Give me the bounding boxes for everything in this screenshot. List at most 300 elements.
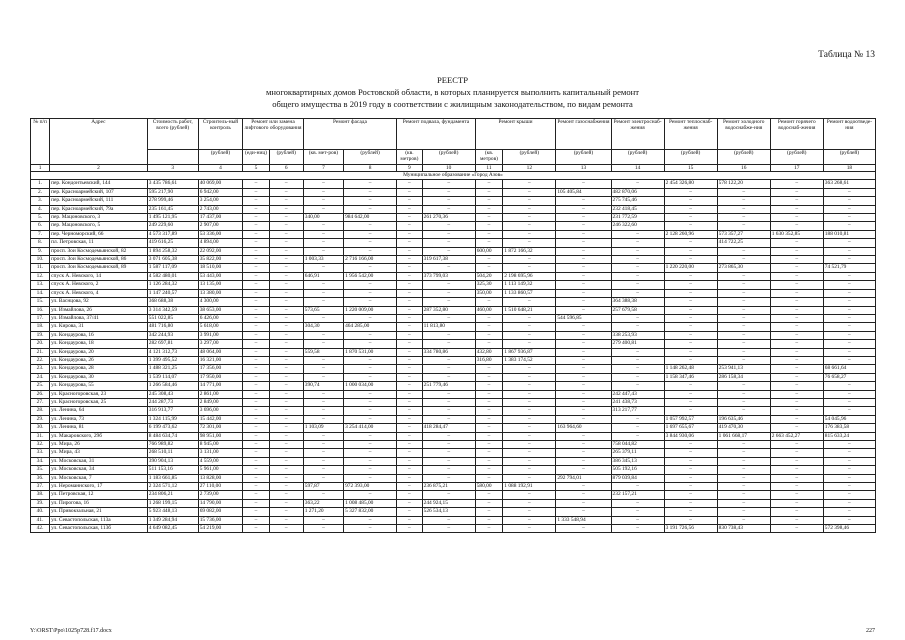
row-value: 325,30 bbox=[475, 281, 503, 289]
row-value: – bbox=[269, 466, 303, 474]
row-value: 313 217,77 bbox=[611, 407, 664, 415]
row-value: 460,00 bbox=[475, 306, 503, 314]
row-value: – bbox=[664, 323, 717, 331]
row-value: – bbox=[269, 407, 303, 415]
column-number: 11 bbox=[475, 165, 503, 172]
row-value: – bbox=[475, 365, 503, 373]
row-value: 244 287,73 bbox=[147, 398, 198, 406]
row-value: 278 999,46 bbox=[147, 197, 198, 205]
row-value: – bbox=[556, 415, 611, 423]
row-value: 1 113 149,32 bbox=[503, 281, 556, 289]
row-value: 265 379,11 bbox=[611, 449, 664, 457]
row-value: – bbox=[303, 247, 343, 255]
row-value: – bbox=[556, 390, 611, 398]
row-address: ул. Петровская, 12 bbox=[50, 491, 148, 499]
row-value: – bbox=[556, 239, 611, 247]
row-value: 282 697,81 bbox=[147, 340, 198, 348]
row-value: – bbox=[556, 373, 611, 381]
row-value: 418 284,47 bbox=[422, 424, 475, 432]
row-value: – bbox=[556, 525, 611, 533]
row-value: – bbox=[611, 272, 664, 280]
row-value: – bbox=[243, 449, 270, 457]
column-number: 5 bbox=[243, 165, 270, 172]
row-value: – bbox=[397, 474, 422, 482]
row-value: 3 314 342,59 bbox=[147, 306, 198, 314]
row-value: – bbox=[397, 306, 422, 314]
row-address: ул. Мира, 43 bbox=[50, 449, 148, 457]
row-value: – bbox=[556, 441, 611, 449]
row-address: пер. Красноармейский, 107 bbox=[50, 188, 148, 196]
row-value: 1 103,09 bbox=[303, 424, 343, 432]
row-value: 595 217,90 bbox=[147, 188, 198, 196]
unit-cell: (рублей) bbox=[503, 150, 556, 165]
row-value: – bbox=[422, 180, 475, 188]
row-value: – bbox=[503, 197, 556, 205]
row-value: 3 254 414,00 bbox=[344, 424, 397, 432]
row-value: – bbox=[475, 449, 503, 457]
row-address: ул. Кондаурова, 30 bbox=[50, 373, 148, 381]
row-value: – bbox=[503, 314, 556, 322]
row-value: – bbox=[475, 398, 503, 406]
table-row bbox=[31, 424, 876, 432]
row-value: – bbox=[397, 256, 422, 264]
row-number: 34. bbox=[31, 457, 50, 465]
row-value: – bbox=[243, 298, 270, 306]
table-row bbox=[31, 398, 876, 406]
table-row bbox=[31, 256, 876, 264]
row-value: 511 153,16 bbox=[147, 466, 198, 474]
row-value: 1 333 548,94 bbox=[556, 516, 611, 524]
row-value: – bbox=[344, 457, 397, 465]
row-value: – bbox=[303, 491, 343, 499]
table-row bbox=[31, 281, 876, 289]
row-value: 1 220 009,00 bbox=[344, 306, 397, 314]
row-number: 17. bbox=[31, 314, 50, 322]
row-value: – bbox=[344, 239, 397, 247]
row-address: ул. Нероманнского, 17 bbox=[50, 483, 148, 491]
row-value: – bbox=[269, 281, 303, 289]
row-value: – bbox=[503, 516, 556, 524]
row-value: – bbox=[397, 281, 422, 289]
row-address: просп. Зои Космодемьянской, 82 bbox=[50, 247, 148, 255]
table-row bbox=[31, 390, 876, 398]
row-value: – bbox=[503, 457, 556, 465]
row-value: – bbox=[556, 256, 611, 264]
row-value: – bbox=[397, 356, 422, 364]
row-value: – bbox=[823, 491, 875, 499]
table-row bbox=[31, 323, 876, 331]
row-value: – bbox=[611, 323, 664, 331]
row-value: – bbox=[823, 516, 875, 524]
row-value: – bbox=[344, 180, 397, 188]
row-value: – bbox=[475, 197, 503, 205]
row-value: – bbox=[269, 424, 303, 432]
section-title: Муниципальное образование «Город Азов» bbox=[31, 172, 876, 180]
row-value: – bbox=[243, 348, 270, 356]
row-value: – bbox=[556, 331, 611, 339]
row-value: – bbox=[303, 230, 343, 238]
row-value: 5 327 832,00 bbox=[344, 508, 397, 516]
row-value: – bbox=[397, 197, 422, 205]
row-value: – bbox=[503, 441, 556, 449]
row-value: – bbox=[611, 365, 664, 373]
row-value: – bbox=[422, 247, 475, 255]
row-value: – bbox=[770, 441, 823, 449]
row-value: – bbox=[422, 188, 475, 196]
table-row bbox=[31, 407, 876, 415]
row-value: – bbox=[611, 516, 664, 524]
row-value: – bbox=[475, 323, 503, 331]
row-value: 15 736,00 bbox=[198, 516, 243, 524]
row-value: – bbox=[717, 323, 770, 331]
row-value: – bbox=[344, 289, 397, 297]
row-value: – bbox=[344, 340, 397, 348]
row-address: ул. Ленина, 64 bbox=[50, 407, 148, 415]
row-value: – bbox=[664, 214, 717, 222]
row-value: – bbox=[344, 230, 397, 238]
row-value: 8 484 634,74 bbox=[147, 432, 198, 440]
row-value: – bbox=[344, 314, 397, 322]
row-value: – bbox=[269, 348, 303, 356]
row-value: – bbox=[556, 432, 611, 440]
row-value: 1 894 258,32 bbox=[147, 247, 198, 255]
row-value: – bbox=[269, 264, 303, 272]
row-value: – bbox=[243, 180, 270, 188]
unit-cell: (рублей) bbox=[611, 150, 664, 165]
row-number: 35. bbox=[31, 466, 50, 474]
row-value: – bbox=[397, 247, 422, 255]
row-value: – bbox=[770, 525, 823, 533]
row-value: – bbox=[717, 348, 770, 356]
row-value: – bbox=[823, 197, 875, 205]
header-construction-control: Строитель-ный контроль bbox=[198, 119, 243, 150]
row-value: – bbox=[556, 197, 611, 205]
row-value: 1 271,20 bbox=[303, 508, 343, 516]
column-number: 8 bbox=[344, 165, 397, 172]
row-value: – bbox=[243, 474, 270, 482]
row-value: – bbox=[475, 214, 503, 222]
row-value: – bbox=[269, 398, 303, 406]
row-value: 17 356,00 bbox=[198, 365, 243, 373]
row-address: ул. Васнцова, 92 bbox=[50, 298, 148, 306]
row-value: – bbox=[556, 298, 611, 306]
column-number: 10 bbox=[422, 165, 475, 172]
table-row bbox=[31, 449, 876, 457]
row-value: – bbox=[503, 230, 556, 238]
row-value: – bbox=[422, 222, 475, 230]
row-value: – bbox=[269, 491, 303, 499]
row-value: – bbox=[823, 298, 875, 306]
row-value: – bbox=[503, 390, 556, 398]
column-number: 16 bbox=[717, 165, 770, 172]
row-value: – bbox=[770, 457, 823, 465]
row-value: – bbox=[770, 205, 823, 213]
row-value: 40 069,00 bbox=[198, 180, 243, 188]
row-value: 319 617,38 bbox=[422, 256, 475, 264]
row-value: 5 923 448,13 bbox=[147, 508, 198, 516]
row-value: – bbox=[303, 398, 343, 406]
row-value: 98 951,00 bbox=[198, 432, 243, 440]
column-number: 18 bbox=[823, 165, 875, 172]
row-value: – bbox=[717, 314, 770, 322]
row-address: ул. Кондаурова, 18 bbox=[50, 340, 148, 348]
row-value: – bbox=[823, 205, 875, 213]
row-value: – bbox=[422, 264, 475, 272]
table-row bbox=[31, 222, 876, 230]
row-address: просп. Зои Космодемьянской, 86 bbox=[50, 256, 148, 264]
row-value: 4 559,00 bbox=[198, 457, 243, 465]
row-value: – bbox=[556, 356, 611, 364]
row-value: 766 989,82 bbox=[147, 441, 198, 449]
row-value: – bbox=[269, 214, 303, 222]
row-value: 246 322,60 bbox=[611, 222, 664, 230]
row-value: – bbox=[823, 247, 875, 255]
row-value: 27 110,00 bbox=[198, 483, 243, 491]
row-value: 3 071 605,38 bbox=[147, 256, 198, 264]
column-number: 1 bbox=[31, 165, 50, 172]
header-roof: Ремонт крыши bbox=[475, 119, 556, 150]
row-value: – bbox=[503, 205, 556, 213]
row-number: 40. bbox=[31, 508, 50, 516]
row-value: – bbox=[397, 314, 422, 322]
row-value: – bbox=[823, 390, 875, 398]
row-address: ул. Ленина, 81 bbox=[50, 424, 148, 432]
row-value: – bbox=[664, 239, 717, 247]
row-value: – bbox=[397, 407, 422, 415]
row-number: 18. bbox=[31, 323, 50, 331]
row-value: – bbox=[397, 398, 422, 406]
row-value: 390 904,13 bbox=[147, 457, 198, 465]
row-value: – bbox=[770, 180, 823, 188]
row-value: – bbox=[243, 424, 270, 432]
row-value: 17 950,00 bbox=[198, 373, 243, 381]
unit-cell: (кв. метров) bbox=[397, 150, 422, 165]
header-electric: Ремонт электроснаб-жения bbox=[611, 119, 664, 150]
row-value: – bbox=[475, 508, 503, 516]
row-value: – bbox=[611, 382, 664, 390]
row-value: – bbox=[303, 432, 343, 440]
row-value: 188 010,81 bbox=[823, 230, 875, 238]
row-value: – bbox=[303, 449, 343, 457]
row-value: – bbox=[556, 230, 611, 238]
row-value: 1 220 220,00 bbox=[664, 264, 717, 272]
row-value: – bbox=[823, 281, 875, 289]
row-value: 1 268 199,15 bbox=[147, 499, 198, 507]
row-value: – bbox=[303, 365, 343, 373]
row-value: – bbox=[243, 188, 270, 196]
row-value: 6 426,00 bbox=[198, 314, 243, 322]
row-number: 27. bbox=[31, 398, 50, 406]
row-value: – bbox=[664, 516, 717, 524]
row-number: 1. bbox=[31, 180, 50, 188]
row-value: – bbox=[303, 197, 343, 205]
row-value: – bbox=[269, 365, 303, 373]
row-value: – bbox=[717, 466, 770, 474]
row-value: – bbox=[611, 256, 664, 264]
row-value: 1 266 584,46 bbox=[147, 382, 198, 390]
row-value: 350,00 bbox=[475, 289, 503, 297]
row-value: – bbox=[397, 264, 422, 272]
row-value: – bbox=[717, 398, 770, 406]
row-value: – bbox=[344, 356, 397, 364]
row-value: 14 771,00 bbox=[198, 382, 243, 390]
row-value: – bbox=[503, 508, 556, 516]
row-value: – bbox=[503, 323, 556, 331]
column-number: 12 bbox=[503, 165, 556, 172]
row-value: – bbox=[503, 466, 556, 474]
row-value: – bbox=[397, 340, 422, 348]
row-value: 253 941,13 bbox=[717, 365, 770, 373]
header-elevator: Ремонт или замена лифтового оборудования bbox=[243, 119, 303, 150]
row-value: 235 161,45 bbox=[147, 205, 198, 213]
row-value: – bbox=[503, 491, 556, 499]
row-value: 1 697 655,67 bbox=[664, 424, 717, 432]
row-value: – bbox=[611, 508, 664, 516]
table-row bbox=[31, 516, 876, 524]
column-number: 6 bbox=[269, 165, 303, 172]
row-value: – bbox=[269, 247, 303, 255]
row-value: – bbox=[397, 331, 422, 339]
row-value: – bbox=[269, 457, 303, 465]
row-value: – bbox=[269, 382, 303, 390]
row-value: 1 000 034,00 bbox=[344, 382, 397, 390]
row-address: ул. Мира, 26 bbox=[50, 441, 148, 449]
row-value: 232 157,21 bbox=[611, 491, 664, 499]
row-number: 19. bbox=[31, 331, 50, 339]
row-value: – bbox=[717, 441, 770, 449]
row-value: – bbox=[556, 247, 611, 255]
table-row bbox=[31, 432, 876, 440]
row-value: – bbox=[770, 331, 823, 339]
table-row bbox=[31, 264, 876, 272]
row-value: – bbox=[770, 188, 823, 196]
row-value: 1 088 192,91 bbox=[503, 483, 556, 491]
row-value: – bbox=[303, 188, 343, 196]
table-row bbox=[31, 483, 876, 491]
row-value: – bbox=[664, 390, 717, 398]
row-value: – bbox=[664, 331, 717, 339]
row-value: – bbox=[611, 483, 664, 491]
row-value: – bbox=[503, 525, 556, 533]
row-value: – bbox=[397, 323, 422, 331]
row-value: 340,00 bbox=[303, 214, 343, 222]
row-value: – bbox=[397, 298, 422, 306]
row-value: – bbox=[475, 516, 503, 524]
row-value: – bbox=[770, 298, 823, 306]
row-value: 984 642,00 bbox=[344, 214, 397, 222]
row-value: 286 158,34 bbox=[717, 373, 770, 381]
row-number: 23. bbox=[31, 365, 50, 373]
row-value: – bbox=[269, 180, 303, 188]
row-value: – bbox=[475, 298, 503, 306]
row-value: – bbox=[717, 340, 770, 348]
row-value: 2 128 260,96 bbox=[664, 230, 717, 238]
row-value: – bbox=[243, 508, 270, 516]
row-address: ул. Красногоровская, 23 bbox=[50, 390, 148, 398]
row-value: – bbox=[243, 340, 270, 348]
row-value: 69 082,00 bbox=[198, 508, 243, 516]
header-basement: Ремонт подвала, фундамента bbox=[397, 119, 476, 150]
row-address: ул. Кондаурова, 26 bbox=[50, 356, 148, 364]
row-value: – bbox=[303, 390, 343, 398]
row-value: 1 126 284,32 bbox=[147, 281, 198, 289]
row-address: пер. Кондонтьевский, 144 bbox=[50, 180, 148, 188]
row-value: – bbox=[269, 449, 303, 457]
row-value: – bbox=[303, 331, 343, 339]
row-value: – bbox=[422, 331, 475, 339]
table-row bbox=[31, 180, 876, 188]
row-value: – bbox=[770, 474, 823, 482]
row-value: – bbox=[243, 272, 270, 280]
row-value: – bbox=[475, 499, 503, 507]
row-value: – bbox=[717, 247, 770, 255]
row-value: – bbox=[611, 432, 664, 440]
row-value: – bbox=[397, 499, 422, 507]
row-value: 176 383,58 bbox=[823, 424, 875, 432]
row-value: 245 308,43 bbox=[147, 390, 198, 398]
row-value: – bbox=[303, 441, 343, 449]
row-value: – bbox=[303, 340, 343, 348]
row-value: – bbox=[243, 390, 270, 398]
row-value: – bbox=[664, 457, 717, 465]
row-value: – bbox=[243, 415, 270, 423]
row-value: – bbox=[344, 415, 397, 423]
row-value: – bbox=[344, 365, 397, 373]
row-value: – bbox=[770, 508, 823, 516]
row-value: – bbox=[823, 289, 875, 297]
row-value: 2 198 695,96 bbox=[503, 272, 556, 280]
row-value: – bbox=[422, 314, 475, 322]
table-row bbox=[31, 205, 876, 213]
row-value: – bbox=[717, 356, 770, 364]
row-value: – bbox=[397, 457, 422, 465]
row-value: – bbox=[664, 256, 717, 264]
row-value: 1 956 542,00 bbox=[344, 272, 397, 280]
row-value: 316 913,77 bbox=[147, 407, 198, 415]
row-value: – bbox=[611, 239, 664, 247]
row-value: – bbox=[303, 373, 343, 381]
row-value: – bbox=[397, 432, 422, 440]
row-value: – bbox=[243, 356, 270, 364]
row-value: – bbox=[475, 390, 503, 398]
row-value: 600,00 bbox=[475, 247, 503, 255]
row-value: – bbox=[422, 407, 475, 415]
row-value: – bbox=[770, 398, 823, 406]
row-address: ул. Кондаурова, 55 bbox=[50, 382, 148, 390]
row-value: – bbox=[422, 205, 475, 213]
row-value: 13 828,00 bbox=[198, 474, 243, 482]
header-facade: Ремонт фасада bbox=[303, 119, 396, 150]
row-value: 4 573 317,89 bbox=[147, 230, 198, 238]
row-value: 287 352,80 bbox=[422, 306, 475, 314]
row-value: – bbox=[475, 239, 503, 247]
row-address: ул. Севастопольская, 113а bbox=[50, 516, 148, 524]
row-value: 363 268,61 bbox=[823, 180, 875, 188]
row-value: – bbox=[269, 340, 303, 348]
row-number: 39. bbox=[31, 499, 50, 507]
row-value: 249 229,60 bbox=[147, 222, 198, 230]
row-value: – bbox=[823, 272, 875, 280]
row-value: 3 435 786,61 bbox=[147, 180, 198, 188]
table-number-label: Таблица № 13 bbox=[818, 50, 875, 60]
row-value: – bbox=[303, 222, 343, 230]
row-value: – bbox=[664, 382, 717, 390]
row-value: – bbox=[503, 340, 556, 348]
row-value: 261 270,36 bbox=[422, 214, 475, 222]
row-value: – bbox=[503, 180, 556, 188]
table-row bbox=[31, 331, 876, 339]
row-value: – bbox=[475, 180, 503, 188]
